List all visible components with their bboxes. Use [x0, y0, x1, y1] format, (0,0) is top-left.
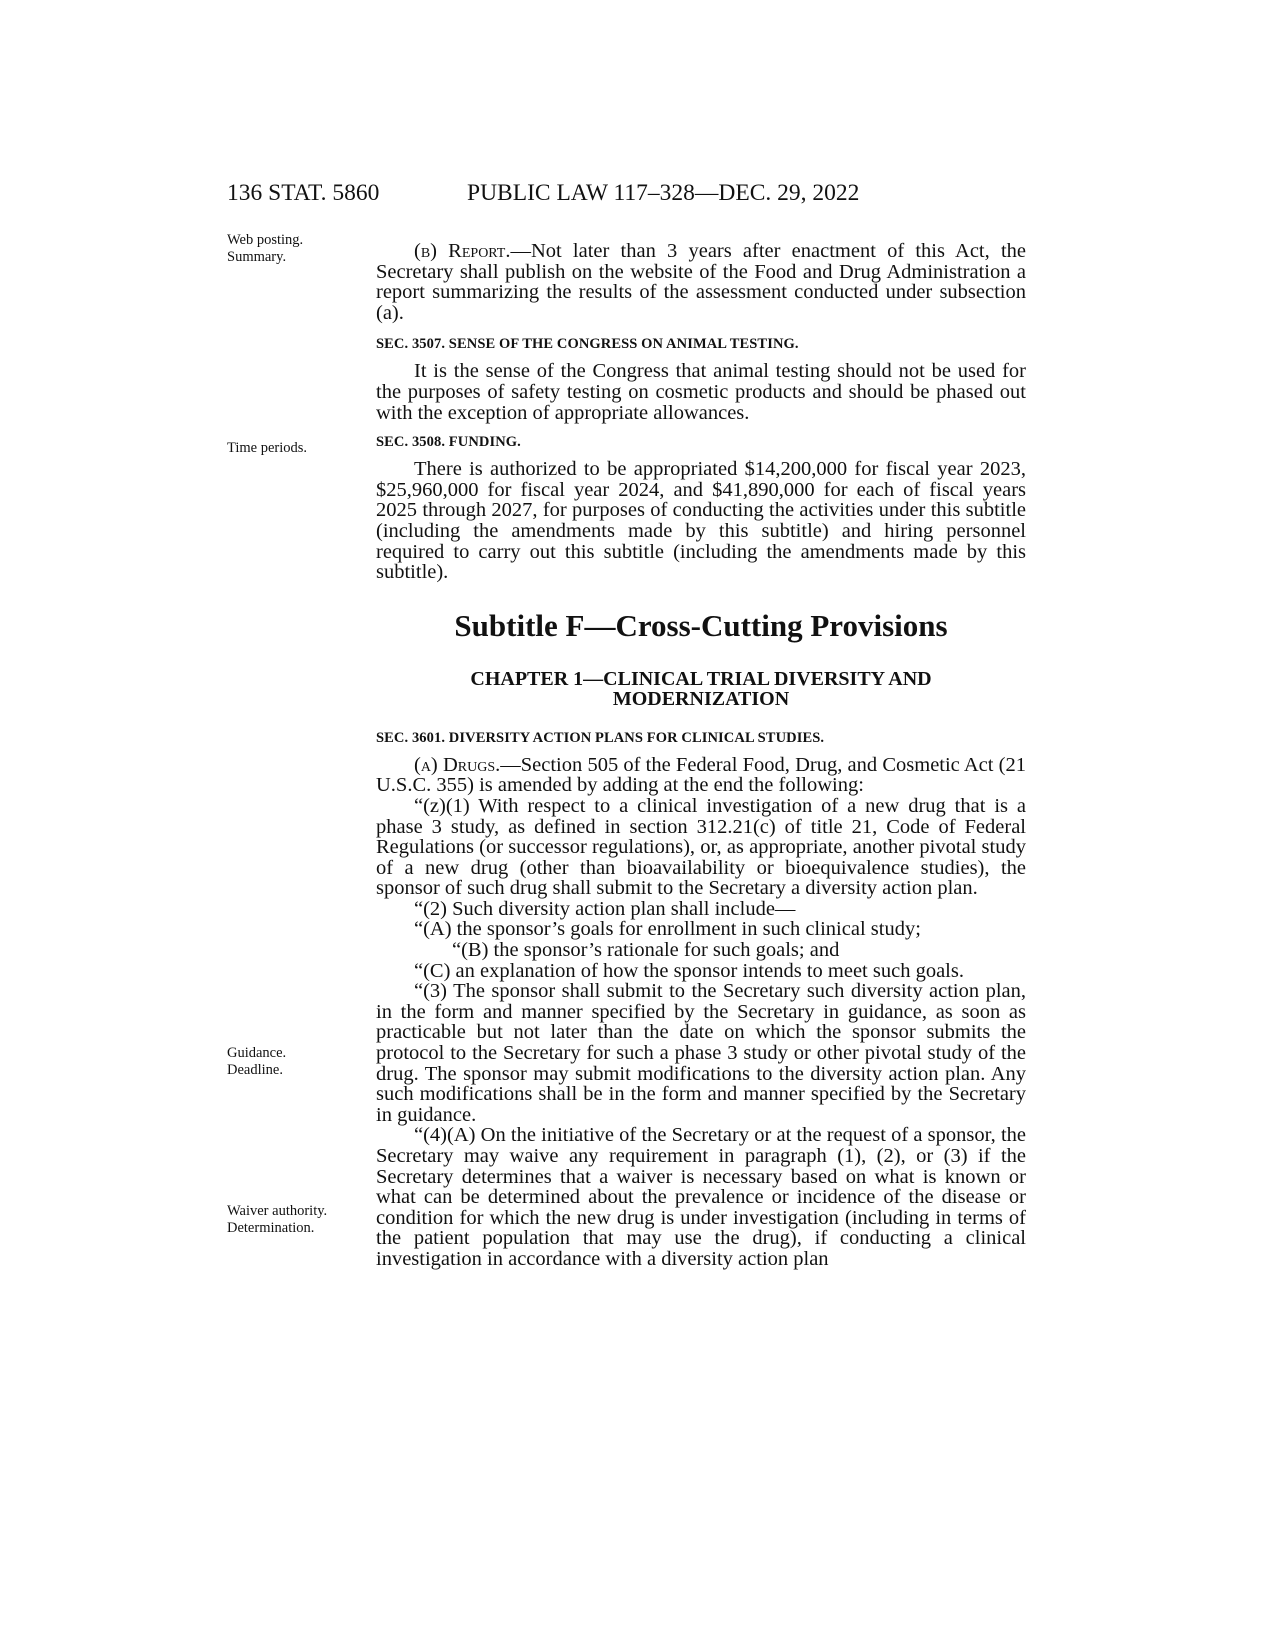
subparagraph-c: “(C) an explanation of how the sponsor intends to meet such goals. [414, 959, 964, 982]
chapter-heading: CHAPTER 1—CLINICAL TRIAL DIVERSITY AND MODERNIZATION [470, 667, 932, 710]
report-text: —Not later than 3 years after enactment of this Act, the Secretary shall publish on the website of the Food and Drug Administration a report summarizing the results of the assessment conducted under subsection (a). [376, 240, 1026, 324]
sec3507-paragraph: It is the sense of the Congress that animal testing should not be used for the purposes of safety testing on cosmetic products and should be phased out with the exception of appropriate allowances. [376, 360, 1026, 424]
subparagraph-b: “(B) the sponsor’s rationale for such goals; and [452, 939, 840, 962]
section-heading-3508: SEC. 3508. FUNDING. [376, 434, 521, 451]
sidenote-line: Summary. [227, 249, 287, 265]
report-label: (b) Report. [414, 240, 511, 262]
paragraph-4a: “(4)(A) On the initiative of the Secretary or at the request of a sponsor, the Secretary may waive any requirement in paragraph (1), (2), or (3) if the Secretary determines that a waiver is necessary based on what is known or what can be determined about the prevalence or incidence of the disease or condition for which the new drug is under investigation (including in terms of the patient population that may use the drug), if conducting a clinical investigation in accordance with a diversity action plan [376, 1124, 1026, 1270]
drugs-text: —Section 505 of the Federal Food, Drug, and Cosmetic Act (21 U.S.C. 355) is amended by adding at the end the following: [376, 753, 1026, 797]
section-heading-3601: SEC. 3601. DIVERSITY ACTION PLANS FOR CLINICAL STUDIES. [376, 729, 825, 746]
statute-page-number: 136 STAT. 5860 [227, 180, 380, 206]
sidenote-line: Waiver authority. [227, 1203, 328, 1219]
sidenote-web-posting [227, 232, 367, 266]
sidenote-line: Time periods. [227, 440, 308, 456]
sidenote-waiver [227, 1203, 367, 1237]
report-paragraph [376, 241, 1026, 323]
paragraph-z1: “(z)(1) With respect to a clinical investigation of a new drug that is a phase 3 study, as defined in section 312.21(c) of title 21, Code of Federal Regulations (or successor regulations), or, as appropriate, another pivotal study of a new drug (other than bioavailability or bioequivalence studies), the sponsor of such drug shall submit to the Secretary a diversity action plan. [376, 794, 1026, 900]
drugs-paragraph [376, 755, 1026, 796]
sidenote-line: Guidance. [227, 1045, 287, 1061]
sec3508-paragraph: There is authorized to be appropriated $14,200,000 for fiscal year 2023, $25,960,000 for fiscal year 2024, and $41,890,000 for each of fiscal years 2025 through 2027, for purposes of conducting the activities under this subtitle (including the amendments made by this subtitle) and hiring personnel required to carry out this subtitle (including the amendments made by this subtitle). [376, 458, 1026, 584]
subparagraph-a: “(A) the sponsor’s goals for enrollment in such clinical study; [414, 918, 921, 941]
public-law-citation: PUBLIC LAW 117–328—DEC. 29, 2022 [467, 180, 860, 206]
sidenote-line: Deadline. [227, 1062, 283, 1078]
sidenote-line: Determination. [227, 1220, 315, 1236]
sidenote-time-periods [227, 440, 367, 457]
section-heading-3507: SEC. 3507. SENSE OF THE CONGRESS ON ANIMAL TESTING. [376, 336, 799, 353]
sidenote-line: Web posting. [227, 232, 304, 248]
paragraph-3: “(3) The sponsor shall submit to the Secretary such diversity action plan, in the form and manner specified by the Secretary in guidance, as soon as practicable but not later than the date on which the sponsor submits the protocol to the Secretary for such a phase 3 study or other pivotal study of the drug. The sponsor may submit modifications to the diversity action plan. Any such modifications shall be in the form and manner specified by the Secretary in guidance. [376, 980, 1026, 1126]
subtitle-heading: Subtitle F—Cross-Cutting Provisions [454, 607, 948, 643]
document-body [376, 241, 1026, 1270]
drugs-label: (a) Drugs. [414, 753, 501, 776]
paragraph-2: “(2) Such diversity action plan shall include— [414, 897, 796, 920]
sidenote-guidance [227, 1045, 367, 1079]
